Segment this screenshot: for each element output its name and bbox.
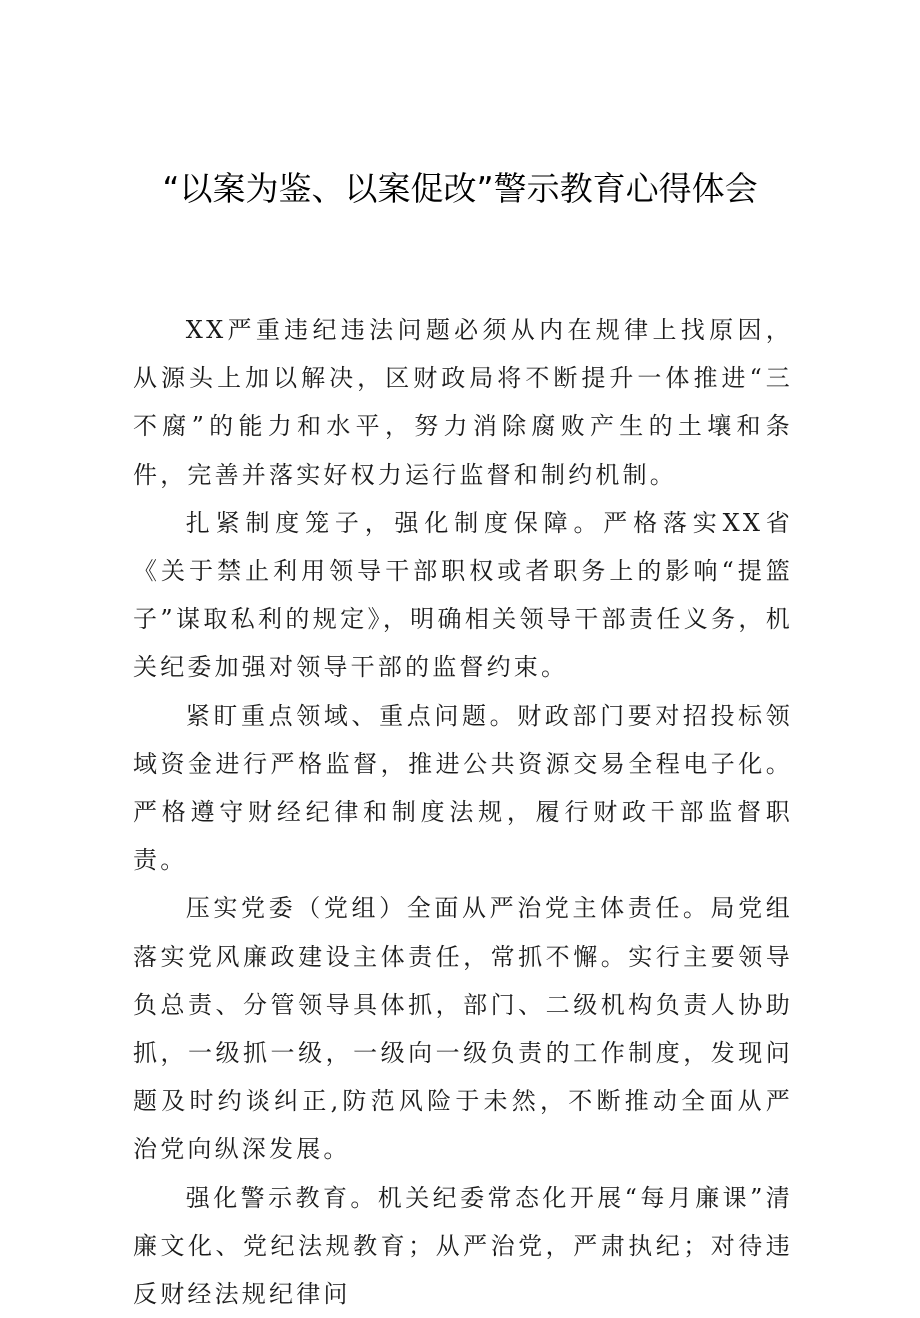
paragraph-1: XX严重违纪违法问题必须从内在规律上找原因，从源头上加以解决，区财政局将不断提升一体推进“三不腐”的能力和水平，努力消除腐败产生的土壤和条件，完善并落实好权力运行监督和制约机制。 [133, 316, 793, 489]
paragraph-3: 紧盯重点领域、重点问题。财政部门要对招投标领域资金进行严格监督，推进公共资源交易全程电子化。严格遵守财经纪律和制度法规，履行财政干部监督职责。 [133, 701, 793, 875]
paragraph-4: 压实党委（党组）全面从严治党主体责任。局党组落实党风廉政建设主体责任，常抓不懈。实行主要领导负总责、分管领导具体抓，部门、二级机构负责人协助抓，一级抓一级，一级向一级负责的工作制度，发现问题及时约谈纠正,防范风险于未然，不断推动全面从严治党向纵深发展。 [133, 894, 793, 1164]
document-title: “以案为鉴、以案促改”警示教育心得体会 [162, 169, 758, 208]
document-body [133, 306, 793, 1318]
paragraph-2: 扎紧制度笼子，强化制度保障。严格落实XX省《关于禁止利用领导干部职权或者职务上的影响“提篮子”谋取私利的规定》，明确相关领导干部责任义务，机关纪委加强对领导干部的监督约束。 [133, 508, 793, 682]
paragraph-5: 强化警示教育。机关纪委常态化开展“每月廉课”清廉文化、党纪法规教育；从严治党，严肃执纪；对待违反财经法规纪律问 [133, 1183, 793, 1309]
